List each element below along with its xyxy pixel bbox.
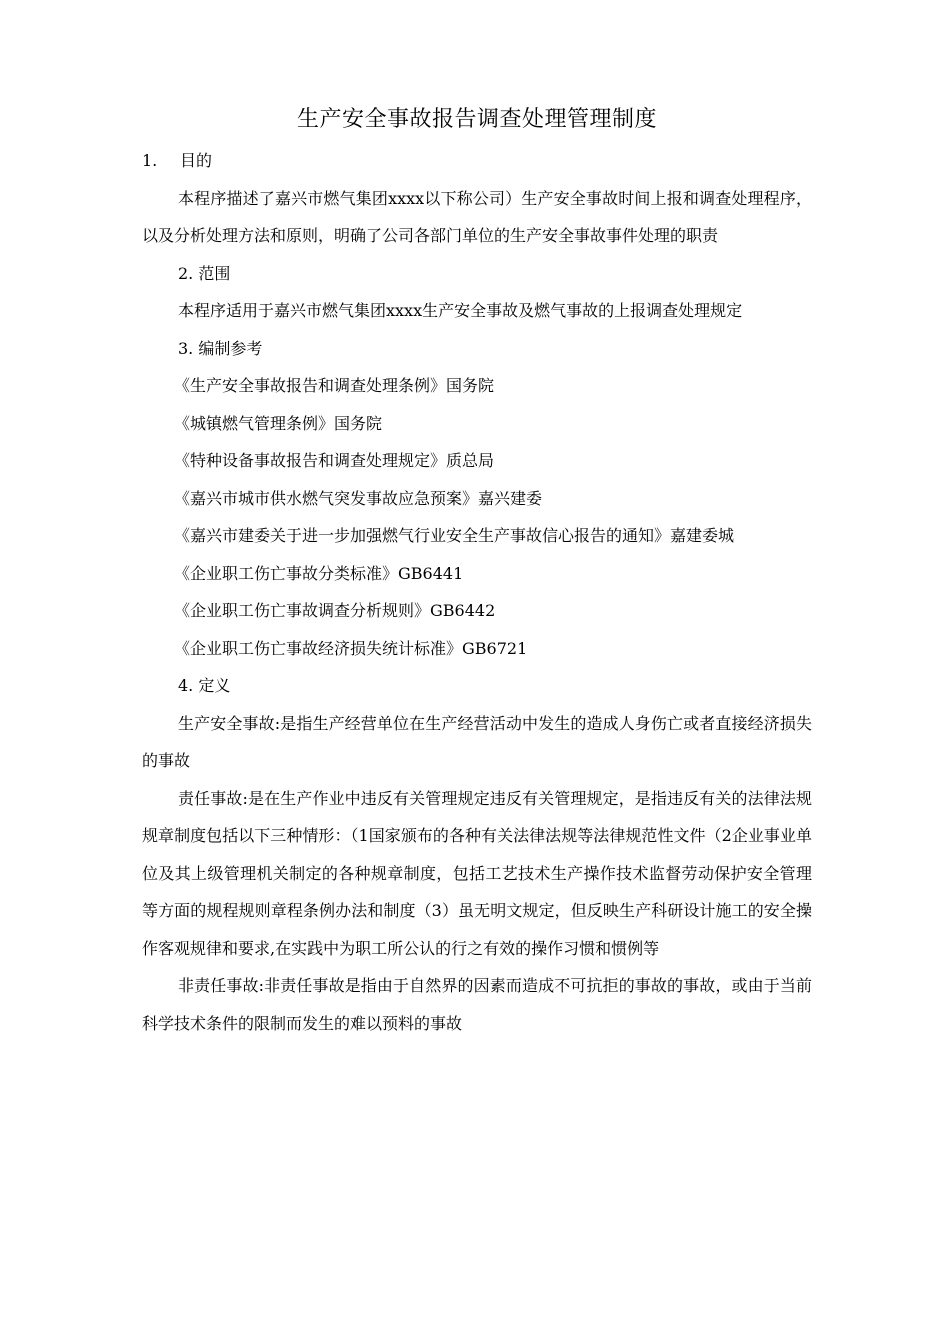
reference-item: 《企业职工伤亡事故经济损失统计标准》GB6721 [174, 638, 528, 658]
section-1-heading [142, 142, 812, 180]
definition-production-safety-accident: 生产安全事故:是指生产经营单位在生产经营活动中发生的造成人身伤亡或者直接经济损失的事故 [142, 713, 812, 770]
reference-item: 《企业职工伤亡事故调查分析规则》GB6442 [174, 601, 496, 620]
reference-item: 《城镇燃气管理条例》国务院 [174, 413, 383, 433]
reference-item: 《嘉兴市建委关于进一步加强燃气行业安全生产事故信心报告的通知》嘉建委城 [174, 526, 735, 545]
definition-liability-accident: 责任事故:是在生产作业中违反有关管理规定违反有关管理规定，是指违反有关的法律法规规章制度包括以下三种情形：（1国家颁布的各种有关法律法规等法律规范性文件（2企业事业单位及其上级管理机关制定的各种规章制度，包括工艺技术生产操作技术监督劳动保护安全管理等方面的规程规则章程条例办法和制度（3）虽无明文规定，但反映生产科研设计施工的安全操作客观规律和要求,在实践中为职工所公认的行之有效的操作习惯和惯例等 [142, 788, 812, 958]
document-page [142, 100, 812, 1042]
section-1-number: 1. [142, 151, 158, 170]
section-3-heading: 3. 编制参考 [178, 338, 263, 358]
reference-item: 《生产安全事故报告和调查处理条例》国务院 [174, 376, 495, 395]
section-4-heading: 4. 定义 [178, 676, 231, 695]
section-1-body: 本程序描述了嘉兴市燃气集团xxxx以下称公司）生产安全事故时间上报和调查处理程序，以及分析处理方法和原则，明确了公司各部门单位的生产安全事故事件处理的职责 [142, 188, 812, 245]
section-2-heading: 2. 范围 [178, 263, 231, 283]
section-2-body: 本程序适用于嘉兴市燃气集团xxxx生产安全事故及燃气事故的上报调查处理规定 [178, 301, 743, 320]
reference-list [142, 367, 812, 667]
definition-non-liability-accident: 非责任事故:非责任事故是指由于自然界的因素而造成不可抗拒的事故的事故，或由于当前科学技术条件的限制而发生的难以预料的事故 [142, 976, 812, 1033]
reference-item: 《嘉兴市城市供水燃气突发事故应急预案》嘉兴建委 [174, 488, 543, 508]
section-1-heading-text: 目的 [180, 151, 213, 170]
reference-item: 《企业职工伤亡事故分类标准》GB6441 [174, 563, 464, 583]
reference-item: 《特种设备事故报告和调查处理规定》质总局 [174, 451, 495, 470]
document-title: 生产安全事故报告调查处理管理制度 [296, 107, 657, 132]
